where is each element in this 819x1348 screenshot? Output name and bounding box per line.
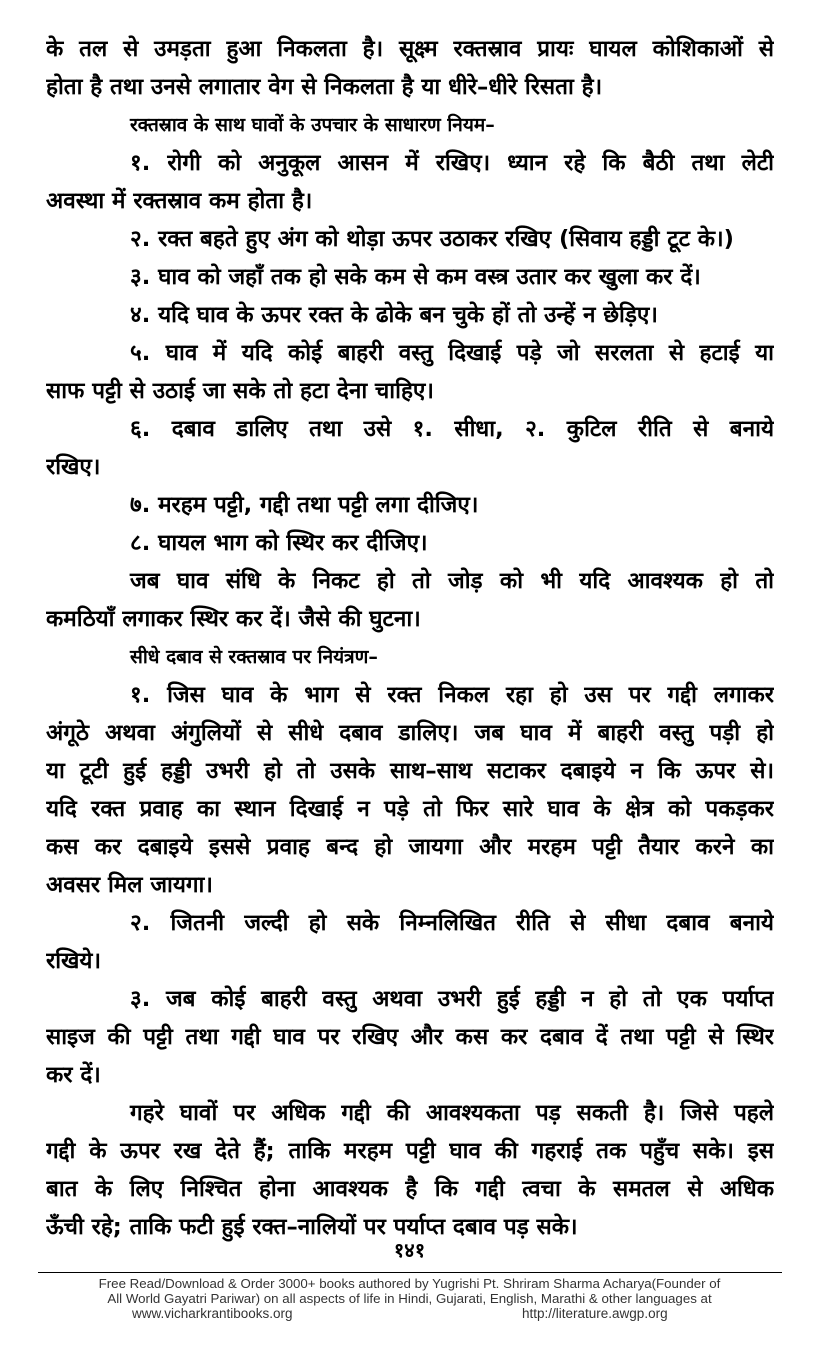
text-line: होता है तथा उनसे लगातार वेग से निकलता है या धीरे–धीरे रिसता है। — [46, 74, 603, 100]
text-line: रखिये। — [46, 948, 102, 974]
footer-link-vicharkranti[interactable]: www.vicharkrantibooks.org — [132, 1306, 293, 1321]
text-line: गद्दी के ऊपर रख देते हैं; ताकि मरहम पट्टी घाव की गहराई तक पहुँच सके। इस — [46, 1138, 774, 1164]
book-page-text — [46, 30, 774, 1246]
text-line: ७. मरहम पट्टी, गद्दी तथा पट्टी लगा दीजिए। — [130, 492, 479, 518]
footer-divider — [38, 1272, 782, 1273]
text-line: के तल से उमड़ता हुआ निकलता है। सूक्ष्म रक्तस्राव प्रायः घायल कोशिकाओं से — [46, 36, 774, 62]
text-line: ३. घाव को जहाँ तक हो सके कम से कम वस्त्र उतार कर खुला कर दें। — [130, 264, 701, 290]
text-line: ६. दबाव डालिए तथा उसे १. सीधा, २. कुटिल रीति से बनाये — [130, 416, 774, 442]
text-line: २. रक्त बहते हुए अंग को थोड़ा ऊपर उठाकर रखिए (सिवाय हड्डी टूट के।) — [130, 226, 734, 252]
footer-text — [0, 1276, 819, 1306]
text-line: यदि रक्त प्रवाह का स्थान दिखाई न पड़े तो फिर सारे घाव के क्षेत्र को पकड़कर — [46, 796, 774, 822]
section-heading: रक्तस्राव के साथ घावों के उपचार के साधारण नियम– — [130, 114, 495, 136]
text-line: १. जिस घाव के भाग से रक्त निकल रहा हो उस पर गद्दी लगाकर — [130, 682, 774, 708]
footer-line: Free Read/Download & Order 3000+ books authored by Yugrishi Pt. Shriram Sharma Acharya(Founder of — [98, 1276, 721, 1291]
text-line: कस कर दबाइये इससे प्रवाह बन्द हो जायगा और मरहम पट्टी तैयार करने का — [46, 834, 774, 860]
footer-line: All World Gayatri Pariwar) on all aspects of life in Hindi, Gujarati, English, Marathi & other languages at — [107, 1291, 712, 1306]
text-line: २. जितनी जल्दी हो सके निम्नलिखित रीति से सीधा दबाव बनाये — [130, 910, 774, 936]
text-line: साफ पट्टी से उठाई जा सके तो हटा देना चाहिए। — [46, 378, 434, 404]
section-heading: सीधे दबाव से रक्तस्राव पर नियंत्रण– — [130, 646, 378, 668]
text-line: ८. घायल भाग को स्थिर कर दीजिए। — [130, 530, 428, 556]
text-line: कमठियाँ लगाकर स्थिर कर दें। जैसे की घुटना। — [46, 606, 421, 632]
text-line: अवस्था में रक्तस्राव कम होता है। — [46, 188, 313, 214]
page-number: १४१ — [393, 1238, 426, 1262]
text-line: ५. घाव में यदि कोई बाहरी वस्तु दिखाई पड़े जो सरलता से हटाई या — [130, 340, 774, 366]
text-line: कर दें। — [46, 1062, 101, 1088]
text-line: या टूटी हुई हड्डी उभरी हो तो उसके साथ–साथ सटाकर दबाइये न कि ऊपर से। — [46, 758, 774, 784]
footer-link-awgp[interactable]: http://literature.awgp.org — [522, 1306, 668, 1321]
text-line: ३. जब कोई बाहरी वस्तु अथवा उभरी हुई हड्डी न हो तो एक पर्याप्त — [130, 986, 774, 1012]
text-line: अंगूठे अथवा अंगुलियों से सीधे दबाव डालिए। जब घाव में बाहरी वस्तु पड़ी हो — [46, 720, 774, 746]
text-line: १. रोगी को अनुकूल आसन में रखिए। ध्यान रहे कि बैठी तथा लेटी — [130, 150, 774, 176]
text-line: रखिए। — [46, 454, 101, 480]
text-line: जब घाव संधि के निकट हो तो जोड़ को भी यदि आवश्यक हो तो — [130, 568, 774, 594]
text-line: गहरे घावों पर अधिक गद्दी की आवश्यकता पड़ सकती है। जिसे पहले — [130, 1100, 774, 1126]
text-line: बात के लिए निश्चित होना आवश्यक है कि गद्दी त्वचा के समतल से अधिक — [46, 1176, 774, 1202]
text-line: साइज की पट्टी तथा गद्दी घाव पर रखिए और कस कर दबाव दें तथा पट्टी से स्थिर — [46, 1024, 774, 1050]
text-line: अवसर मिल जायगा। — [46, 872, 213, 898]
text-line: ऊँची रहे; ताकि फटी हुई रक्त–नालियों पर पर्याप्त दबाव पड़ सके। — [46, 1214, 578, 1240]
text-line: ४. यदि घाव के ऊपर रक्त के ढोके बन चुके हों तो उन्हें न छेड़िए। — [130, 302, 658, 328]
